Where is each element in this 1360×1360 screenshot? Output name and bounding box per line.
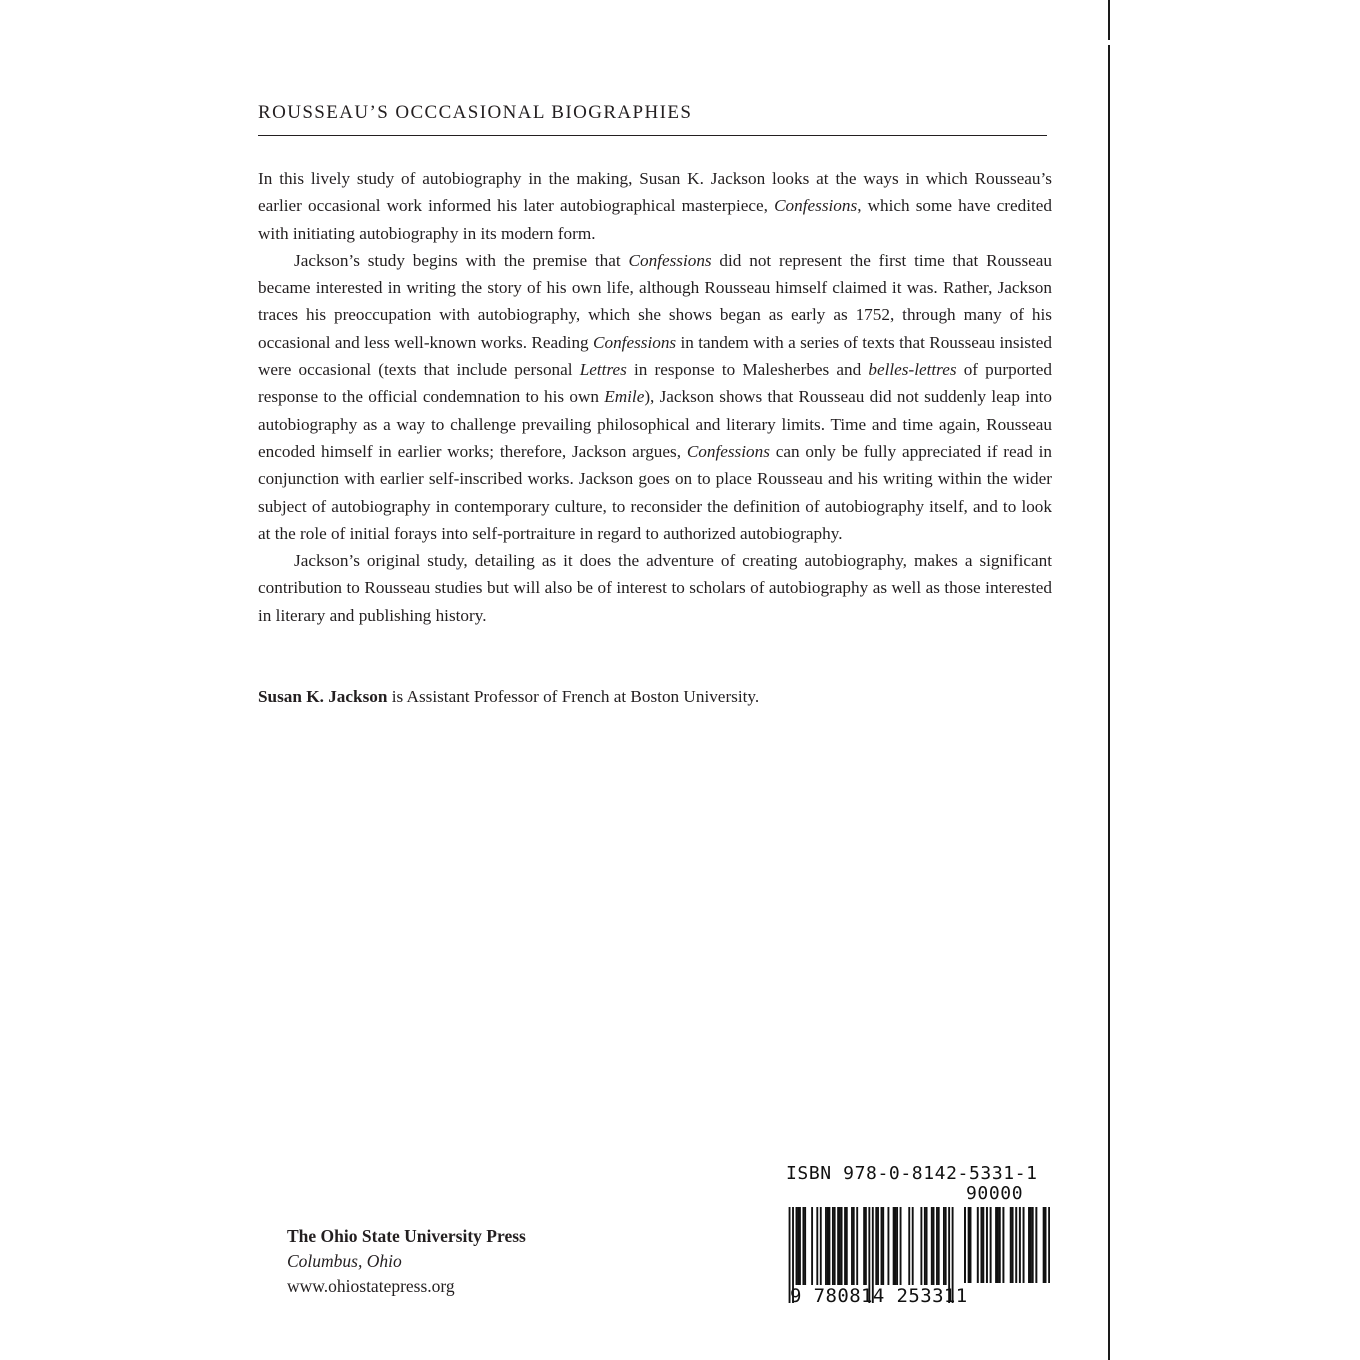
barcode-addon-bar: [995, 1207, 997, 1283]
barcode-bar: [827, 1207, 829, 1285]
barcode-bar: [877, 1207, 879, 1285]
barcode-bar: [926, 1207, 928, 1285]
barcode-bar: [893, 1207, 895, 1285]
barcode-bar: [924, 1207, 926, 1285]
italic-title: Emile: [604, 387, 645, 407]
barcode-bar: [844, 1207, 846, 1285]
barcode-bar: [894, 1207, 896, 1285]
barcode-digits: 9 780814 253311: [790, 1285, 968, 1307]
barcode-addon-bar: [980, 1207, 982, 1283]
book-description: [258, 165, 1052, 629]
barcode-bar: [799, 1207, 801, 1285]
isbn-barcode: [786, 1163, 1050, 1318]
barcode-bar: [945, 1207, 947, 1285]
italic-title: Confessions: [593, 332, 677, 352]
barcode-bar: [943, 1207, 945, 1285]
spine-edge-mark: [1108, 40, 1111, 45]
publisher-website: www.ohiostatepress.org: [287, 1276, 455, 1296]
barcode-bar: [796, 1207, 798, 1285]
barcode-addon-bar: [1002, 1207, 1004, 1283]
barcode-bar: [908, 1207, 910, 1285]
barcode-addon-bar: [1045, 1207, 1047, 1283]
barcode-bar: [933, 1207, 935, 1285]
barcode-addon-bar: [968, 1207, 970, 1283]
barcode-addon-bar: [986, 1207, 988, 1283]
barcode-addon-bar: [969, 1207, 971, 1283]
barcode-bar: [811, 1207, 813, 1285]
barcode-bar: [839, 1207, 841, 1285]
barcode-bar: [829, 1207, 831, 1285]
barcode-addon-bar: [964, 1207, 966, 1283]
barcode-addon-bars: [964, 1207, 1050, 1283]
barcode-bar: [834, 1207, 836, 1285]
barcode-bar: [856, 1207, 858, 1285]
barcode-addon-bar: [1028, 1207, 1030, 1283]
barcode-bar: [912, 1207, 914, 1285]
italic-title: Lettres: [579, 360, 627, 380]
barcode-bar: [881, 1207, 883, 1285]
italic-title: Confessions: [628, 250, 712, 270]
book-title: ROUSSEAU’S OCCCASIONAL BIOGRAPHIES: [258, 102, 693, 123]
barcode-bar: [938, 1207, 940, 1285]
barcode-bar: [804, 1207, 806, 1285]
barcode-bar: [851, 1207, 853, 1285]
barcode-bar: [900, 1207, 902, 1285]
barcode-bar: [887, 1207, 889, 1285]
text-run: Jackson’s study begins with the premise that: [294, 250, 629, 270]
barcode-bar: [846, 1207, 848, 1285]
author-name: Susan K. Jackson: [258, 687, 388, 706]
barcode-bar: [865, 1207, 867, 1285]
barcode-addon-bar: [1012, 1207, 1014, 1283]
barcode-addon-bar: [1032, 1207, 1034, 1283]
barcode-addon-bar: [1023, 1207, 1025, 1283]
text-run: in response to Malesherbes and: [626, 360, 869, 380]
barcode-bar: [882, 1207, 884, 1285]
barcode-addon-bar: [1010, 1207, 1012, 1283]
barcode-bar: [820, 1207, 822, 1285]
barcode-bar: [841, 1207, 843, 1285]
italic-title: belles-lettres: [868, 360, 957, 380]
barcode-bar: [825, 1207, 827, 1285]
barcode-bar: [875, 1207, 877, 1285]
text-run: ), Jackson shows that Rousseau did not suddenly leap into autobiography as a way to challenge prevailing philosophical and literary limits. Time and time again, Rousseau encoded himself in earlier works; therefore, Jackson argues,: [258, 387, 1053, 461]
barcode-bar: [797, 1207, 799, 1285]
barcode-addon-bar: [1043, 1207, 1045, 1283]
description-paragraph-2: [258, 247, 1052, 547]
text-run: of purported response to the official condemnation to his own: [258, 360, 1053, 407]
barcode-addon-price: 90000: [966, 1183, 1024, 1204]
author-bio: [258, 683, 1052, 710]
barcode-bar: [920, 1207, 922, 1285]
text-run: can only be fully appreciated if read in conjunction with earlier self-inscribed works. Jackson goes on to place Rousseau and his writing within the wider subject of autobiography in contemporary culture, to reconsider the definition of autobiography itself, and to look at the role of initial forays into self-portraiture in regard to authorized autobiography.: [258, 441, 1053, 543]
text-run: did not represent the first time that Rousseau became interested in writing the story of his own life, although Rousseau himself claimed it was. Rather, Jackson traces his preoccupation with autobiography, which she shows began as early as 1752, through many of his occasional and less well-known works. Reading: [258, 250, 1053, 352]
italic-title: Confessions: [686, 441, 770, 461]
barcode-bar: [802, 1207, 804, 1285]
barcode-addon-bar: [997, 1207, 999, 1283]
barcode-addon-bar: [990, 1207, 992, 1283]
barcode-bar: [863, 1207, 865, 1285]
barcode-addon-bar: [1015, 1207, 1017, 1283]
barcode-bar: [837, 1207, 839, 1285]
barcode-bar: [832, 1207, 834, 1285]
barcode-bar: [931, 1207, 933, 1285]
description-paragraph-1: [258, 165, 1052, 247]
title-rule: [258, 135, 1047, 136]
description-paragraph-3: [258, 547, 1052, 629]
barcode-addon-bar: [1030, 1207, 1032, 1283]
barcode-addon-bar: [977, 1207, 979, 1283]
text-run: in tandem with a series of texts that Rousseau insisted were occasional (texts that include personal: [258, 332, 1052, 380]
spine-edge-line: [1108, 0, 1110, 1360]
text-run: Jackson’s original study, detailing as it does the adventure of creating autobiography, makes a significant contribution to Rousseau studies but will also be of interest to scholars of autobiography as well as those interested in literary and publishing history.: [258, 551, 1052, 625]
isbn-label: ISBN 978-0-8142-5331-1: [786, 1163, 1038, 1184]
italic-title: Confessions: [774, 196, 858, 216]
author-bio-text: is Assistant Professor of French at Boston University.: [387, 687, 760, 706]
barcode-bar: [853, 1207, 855, 1285]
barcode-bar: [896, 1207, 898, 1285]
text-run: , which some have credited with initiating autobiography in its modern form.: [258, 196, 1053, 243]
publisher-name: The Ohio State University Press: [287, 1226, 526, 1246]
barcode-addon-bar: [1019, 1207, 1021, 1283]
text-run: In this lively study of autobiography in the making, Susan K. Jackson looks at the ways in which Rousseau’s earlier occasional work informed his later autobiographical masterpiece,: [258, 169, 1052, 216]
barcode-addon-bar: [999, 1207, 1001, 1283]
barcode-addon-bar: [982, 1207, 984, 1283]
publisher-block: [287, 1224, 647, 1299]
barcode-bar: [816, 1207, 818, 1285]
barcode-addon-bar: [1035, 1207, 1037, 1283]
publisher-city: Columbus, Ohio: [287, 1251, 402, 1271]
barcode-addon-bar: [1048, 1207, 1050, 1283]
barcode-bar: [936, 1207, 938, 1285]
